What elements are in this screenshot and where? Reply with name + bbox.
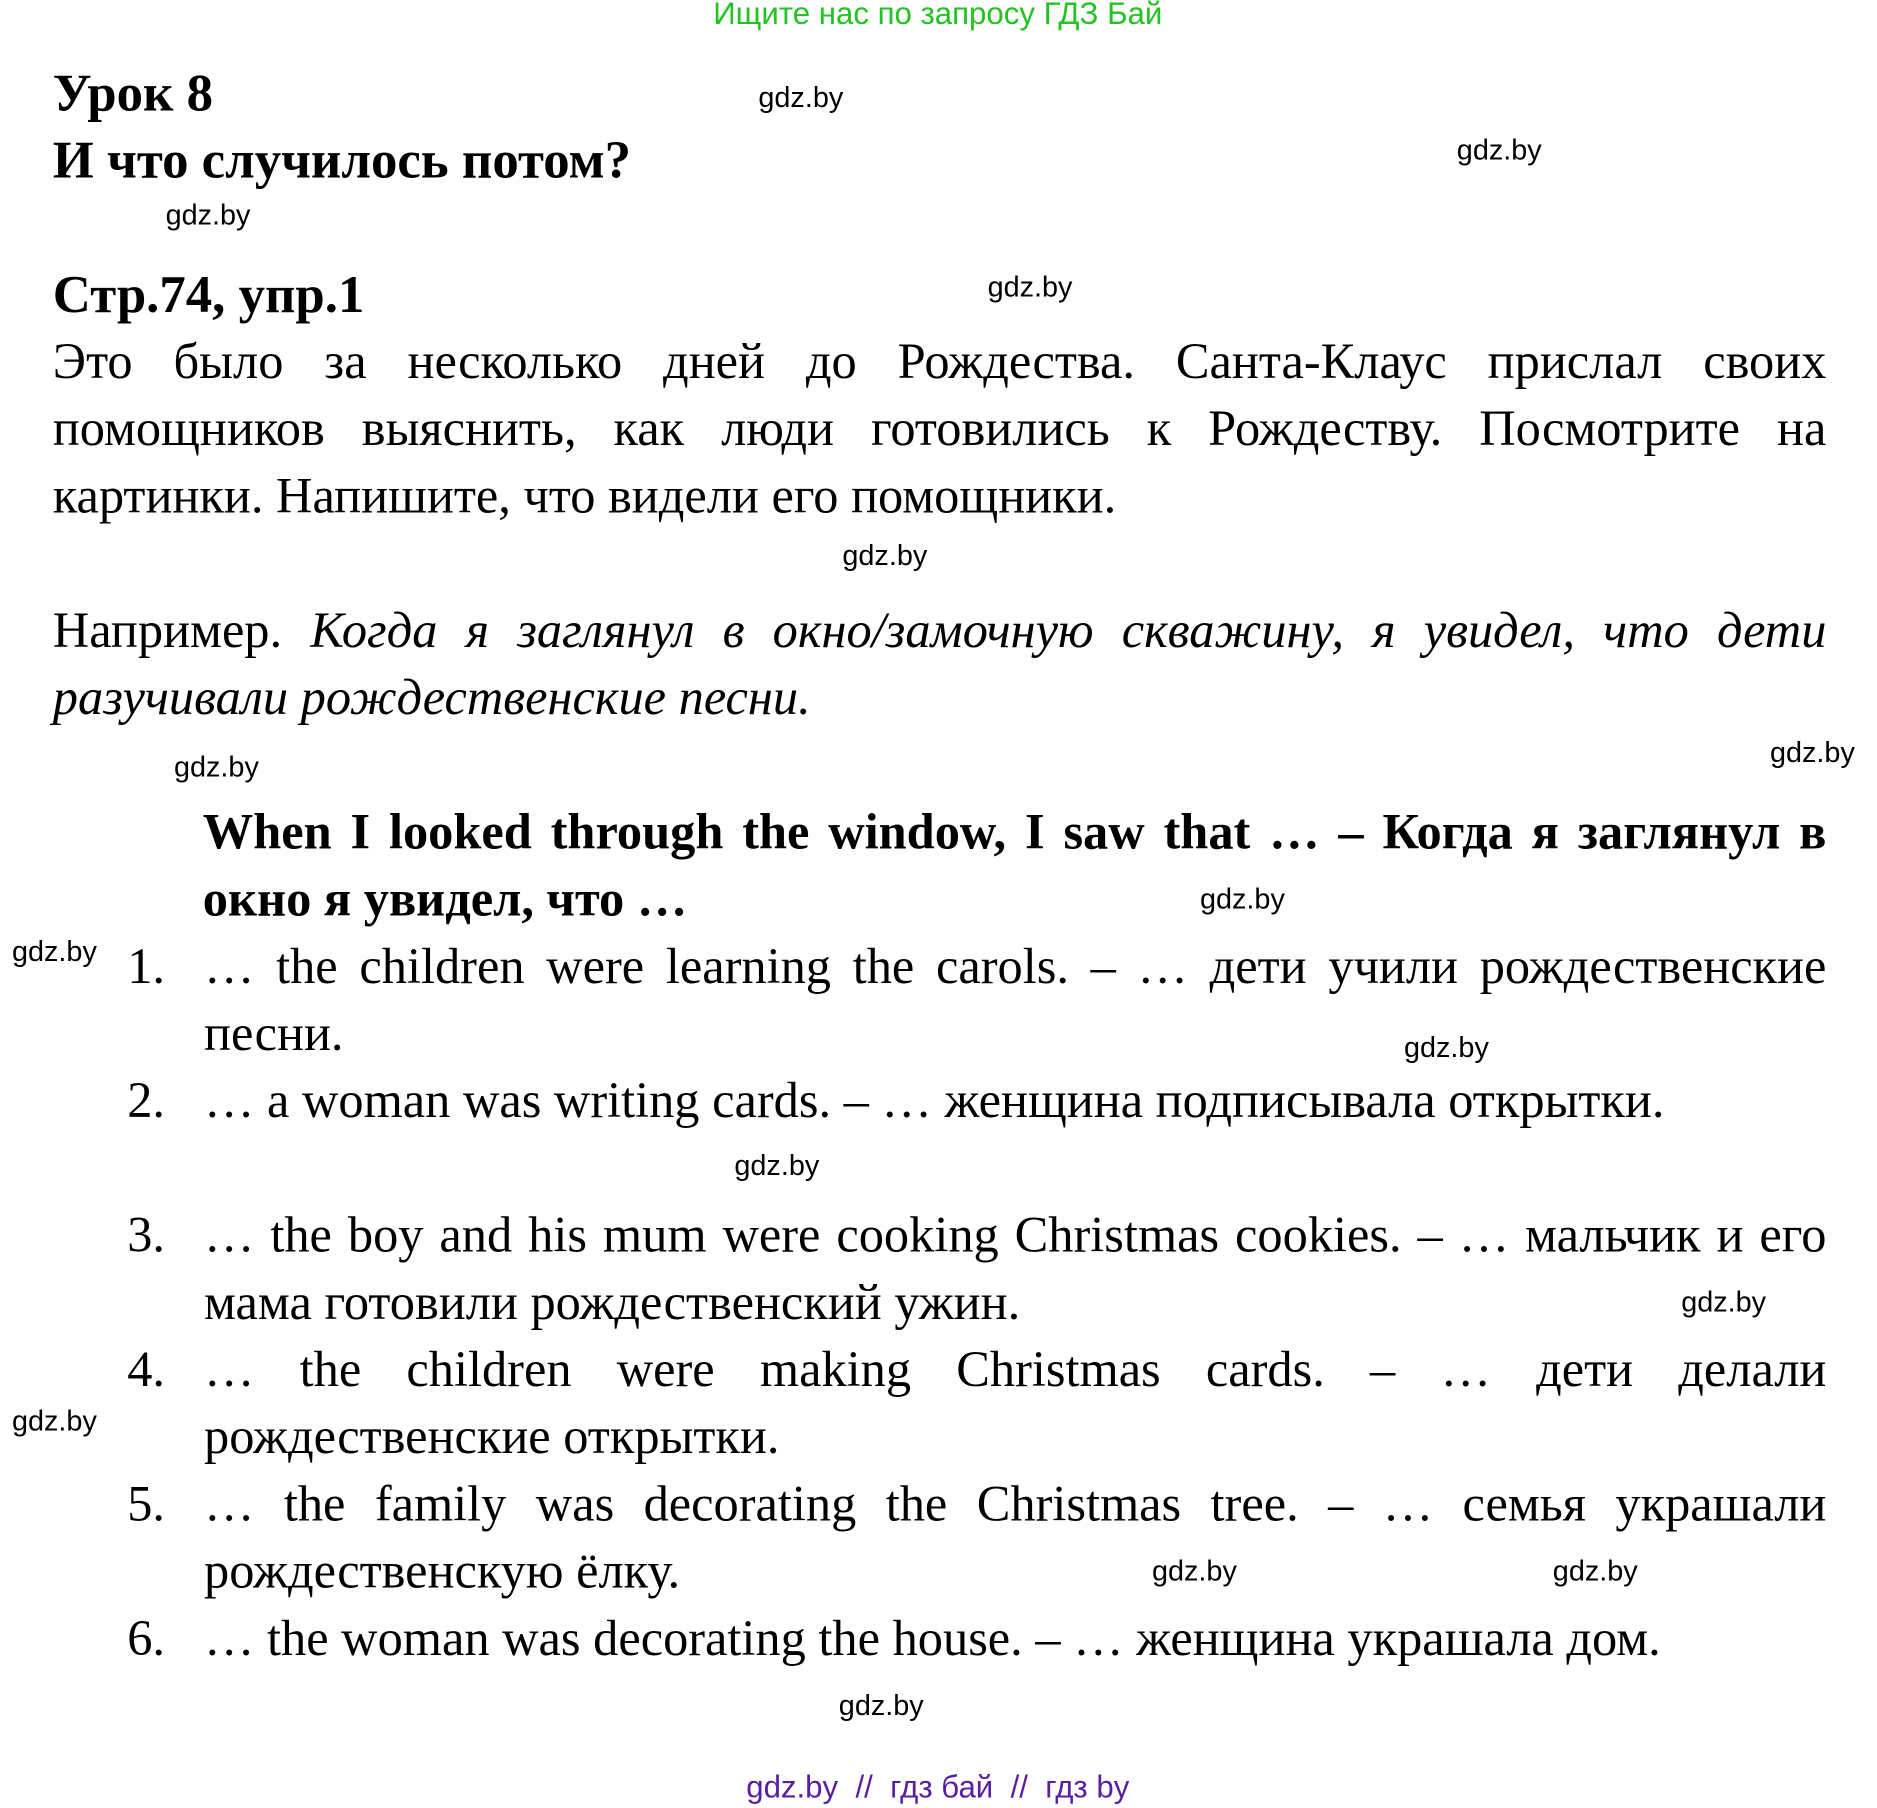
- answer-number: 3.: [127, 1208, 165, 1264]
- answer-item: [127, 1606, 1826, 1673]
- answer-text: … the family was decorating the Christmas tree. – … семья украшали рождественскую ёлку.: [204, 1477, 1827, 1600]
- answer-item: [127, 934, 1826, 1068]
- answer-item: [127, 1068, 1826, 1135]
- watermark: gdz.by: [1681, 1286, 1767, 1319]
- watermark: gdz.by: [838, 1689, 924, 1723]
- watermark: gdz.by: [1770, 736, 1855, 770]
- answer-number: 4.: [127, 1342, 165, 1398]
- lead-sentence: When I looked through the window, I saw that … – Когда я заглянул в окно я увидел, что …: [202, 805, 1827, 928]
- watermark: gdz.by: [758, 81, 844, 115]
- answer-text: … the children were learning the carols. – … дети учили рождественские песни.: [204, 939, 1827, 1062]
- exercise-heading: Стр.74, упр.1: [52, 265, 365, 324]
- example: [53, 598, 1827, 732]
- watermark: gdz.by: [165, 199, 251, 232]
- watermark: gdz.by: [1200, 883, 1285, 916]
- answer-text: … the woman was decorating the house. – … женщина украшала дом.: [204, 1611, 1661, 1667]
- answer-text: … the boy and his mum were cooking Christmas cookies. – … мальчик и его мама готовили рождественский ужин.: [204, 1208, 1827, 1331]
- search-banner: Ищите нас по запросу ГДЗ Бай: [713, 0, 1163, 32]
- answer-number: 1.: [127, 939, 165, 995]
- watermark: gdz.by: [987, 271, 1073, 304]
- lesson-number: Урок 8: [52, 63, 214, 123]
- answer-number: 2.: [127, 1074, 165, 1130]
- watermark: gdz.by: [1456, 134, 1542, 167]
- answer-text: … the children were making Christmas cards. – … дети делали рождественские открытки.: [204, 1342, 1827, 1466]
- watermark: gdz.by: [1152, 1555, 1237, 1588]
- watermark: gdz.by: [12, 936, 97, 969]
- watermark: gdz.by: [1552, 1555, 1638, 1588]
- answer-number: 5.: [127, 1477, 165, 1533]
- task-text: Это было за несколько дней до Рождества. Санта-Клаус прислал своих помощников выяснить, как люди готовились к Рождеству. Посмотрите на картинки. Напишите, что видели его помощники.: [52, 334, 1827, 525]
- lesson-title: И что случилось потом?: [52, 130, 632, 190]
- watermark: gdz.by: [174, 751, 259, 784]
- example-label: Например.: [52, 603, 283, 659]
- watermark: gdz.by: [1404, 1032, 1489, 1065]
- example-text: Когда я заглянул в окно/замочную скважину, я увидел, что дети разучивали рождественские песни.: [52, 603, 1827, 726]
- watermark: gdz.by: [734, 1149, 820, 1182]
- watermark: gdz.by: [842, 540, 928, 573]
- watermark: gdz.by: [12, 1405, 97, 1438]
- answer-item: [127, 1202, 1826, 1336]
- answer-item: [127, 1337, 1826, 1471]
- footer-watermark: gdz.by // гдз бай // гдз by: [746, 1768, 1130, 1805]
- answer-number: 6.: [127, 1611, 165, 1667]
- answer-text: … a woman was writing cards. – … женщина подписывала открытки.: [204, 1074, 1665, 1130]
